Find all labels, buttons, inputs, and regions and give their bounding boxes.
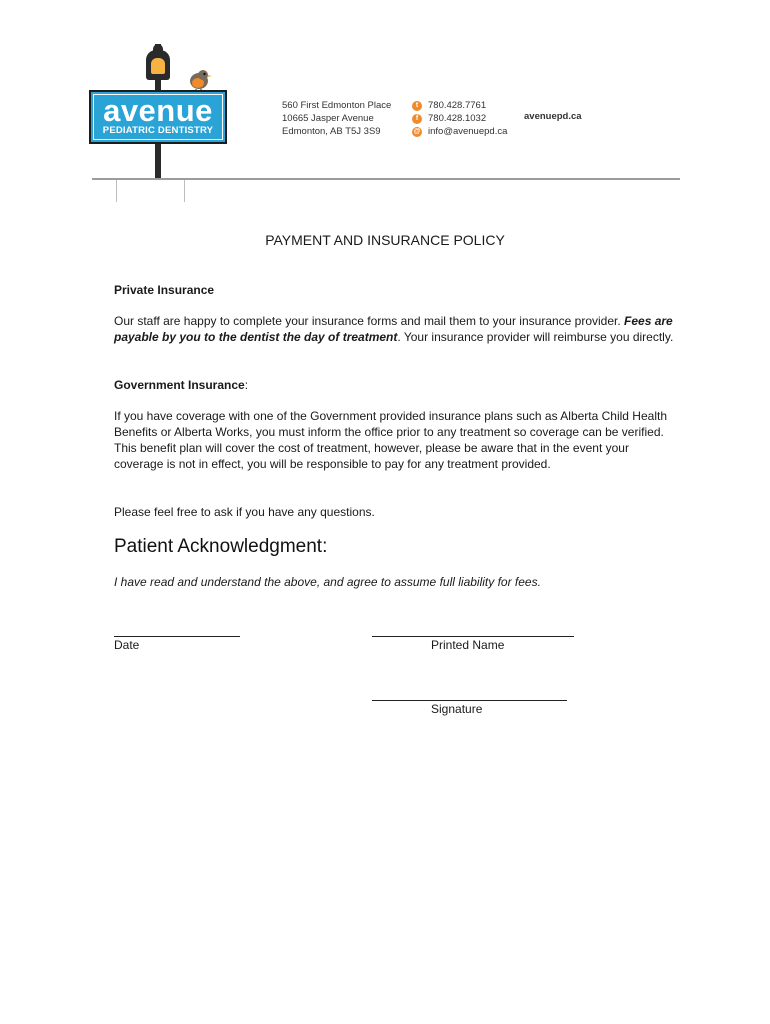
email-address[interactable]: info@avenuepd.ca — [428, 126, 508, 137]
printed-name-label: Printed Name — [431, 638, 505, 652]
address-line: 10665 Jasper Avenue — [282, 113, 374, 124]
date-line[interactable] — [114, 636, 240, 637]
heading-colon: : — [244, 378, 249, 392]
acknowledgment-text: I have read and understand the above, and agree to assume full liability for fees. — [114, 575, 541, 589]
printed-name-line[interactable] — [372, 636, 574, 637]
questions-text: Please feel free to ask if you have any questions. — [114, 505, 375, 519]
document-title: PAYMENT AND INSURANCE POLICY — [265, 232, 505, 248]
divider-tick — [116, 180, 117, 202]
address-line: 560 First Edmonton Place — [282, 100, 392, 111]
clinic-logo — [88, 44, 233, 184]
logo-subtitle: PEDIATRIC DENTISTRY — [102, 124, 214, 136]
government-insurance-heading: Government Insurance — [114, 378, 245, 392]
divider-tick — [184, 180, 185, 202]
email-row — [412, 125, 507, 138]
private-insurance-text-end: . Your insurance provider will reimburse you directly. — [397, 330, 674, 344]
fees-emphasis: Fees are payable by you to the dentist the day of treatment — [114, 314, 673, 344]
phone-number: 780.428.7761 — [428, 100, 487, 111]
private-insurance-heading: Private Insurance — [114, 283, 215, 297]
signature-line[interactable] — [372, 700, 567, 701]
website-link[interactable]: avenuepd.ca — [524, 111, 582, 122]
bird-icon — [186, 66, 212, 92]
phone-icon: t — [412, 101, 422, 111]
fax-number: 780.428.1032 — [428, 113, 487, 124]
fax-row — [412, 112, 507, 125]
clinic-address — [282, 99, 391, 138]
acknowledgment-title: Patient Acknowledgment: — [114, 536, 328, 557]
date-label: Date — [114, 638, 140, 652]
signature-label: Signature — [431, 702, 483, 716]
clinic-contacts — [412, 99, 507, 138]
logo-sign — [89, 90, 227, 144]
government-insurance-heading-line — [114, 377, 674, 393]
private-insurance-paragraph — [114, 313, 674, 345]
address-line: Edmonton, AB T5J 3S9 — [282, 126, 381, 137]
email-icon: @ — [413, 127, 421, 135]
fax-icon: f — [412, 114, 422, 124]
logo-name: avenue — [103, 92, 213, 128]
phone-row — [412, 99, 507, 112]
private-insurance-text: Our staff are happy to complete your insurance forms and mail them to your insurance provider. — [114, 314, 625, 328]
lamp-light-graphic — [151, 58, 165, 74]
government-insurance-paragraph: If you have coverage with one of the Government provided insurance plans such as Alberta Child Health Benefits or Alberta Works, you must inform the office prior to any treatment so coverage can be verified. This benefit plan will cover the cost of treatment, however, please be aware that in the event your coverage is not in effect, you will be responsible to pay for any treatment provided. — [114, 409, 667, 471]
header-divider — [92, 178, 680, 180]
